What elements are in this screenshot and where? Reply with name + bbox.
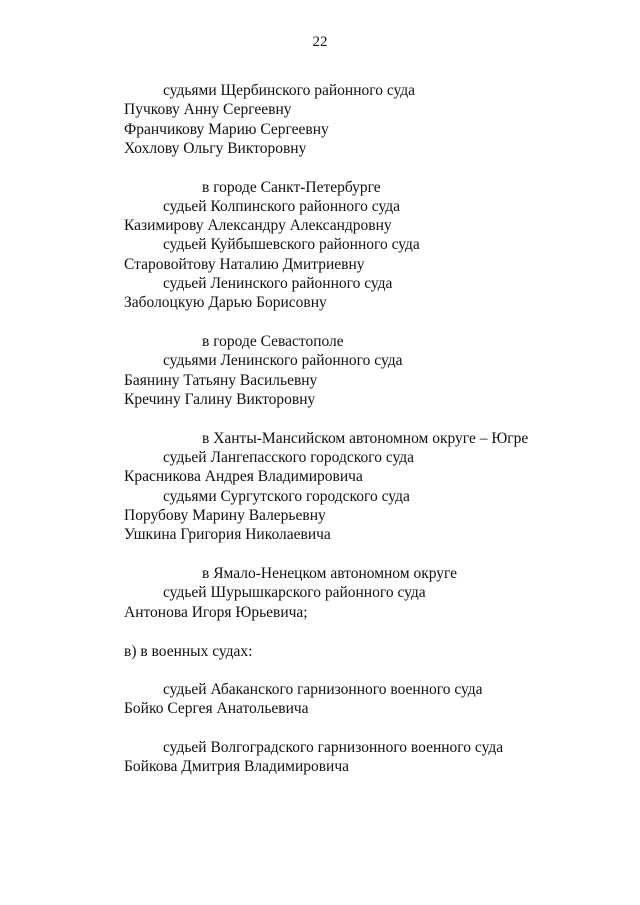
page-number: 22: [312, 34, 328, 50]
text-line: Ушкина Григория Николаевича: [124, 526, 331, 543]
text-line: Бойко Сергея Анатольевича: [124, 700, 309, 717]
text-line: в городе Севастополе: [202, 333, 344, 350]
text-line: Порубову Марину Валерьевну: [124, 507, 326, 524]
text-line: судьей Абаканского гарнизонного военного суда: [163, 681, 483, 698]
text-line: судьей Куйбышевского районного суда: [163, 236, 420, 253]
text-line: судьей Ленинского районного суда: [163, 275, 393, 292]
text-line: Бойкова Дмитрия Владимировича: [124, 758, 350, 775]
text-line: Казимирову Александру Александровну: [124, 217, 392, 234]
text-line: Хохлову Ольгу Викторовну: [124, 140, 307, 157]
text-line: судьей Волгоградского гарнизонного военного суда: [163, 739, 504, 756]
text-line: Красникова Андрея Владимировича: [124, 468, 363, 485]
text-line: Франчикову Марию Сергеевну: [124, 121, 329, 138]
text-line: судьями Ленинского районного суда: [163, 352, 403, 369]
text-line: Заболоцкую Дарью Борисовну: [124, 294, 327, 311]
text-line: судьей Колпинского районного суда: [163, 198, 400, 215]
text-line: в городе Санкт-Петербурге: [202, 179, 381, 196]
text-line: судьями Щербинского районного суда: [163, 82, 416, 99]
text-line: Старовойтову Наталию Дмитриевну: [124, 256, 365, 273]
text-line: в) в военных судах:: [124, 643, 253, 660]
text-line: в Ямало-Ненецком автономном округе: [202, 565, 458, 582]
text-line: Пучкову Анну Сергеевну: [124, 101, 292, 118]
text-line: Антонова Игоря Юрьевича;: [124, 604, 308, 621]
text-line: судьей Шурышкарского районного суда: [163, 584, 426, 601]
text-line: Баянину Татьяну Васильевну: [124, 372, 318, 389]
text-line: судьей Лангепасского городского суда: [163, 449, 415, 466]
text-line: Кречину Галину Викторовну: [124, 391, 316, 408]
text-line: в Ханты-Мансийском автономном округе – Югре: [202, 430, 529, 447]
text-line: судьями Сургутского городского суда: [163, 488, 410, 505]
